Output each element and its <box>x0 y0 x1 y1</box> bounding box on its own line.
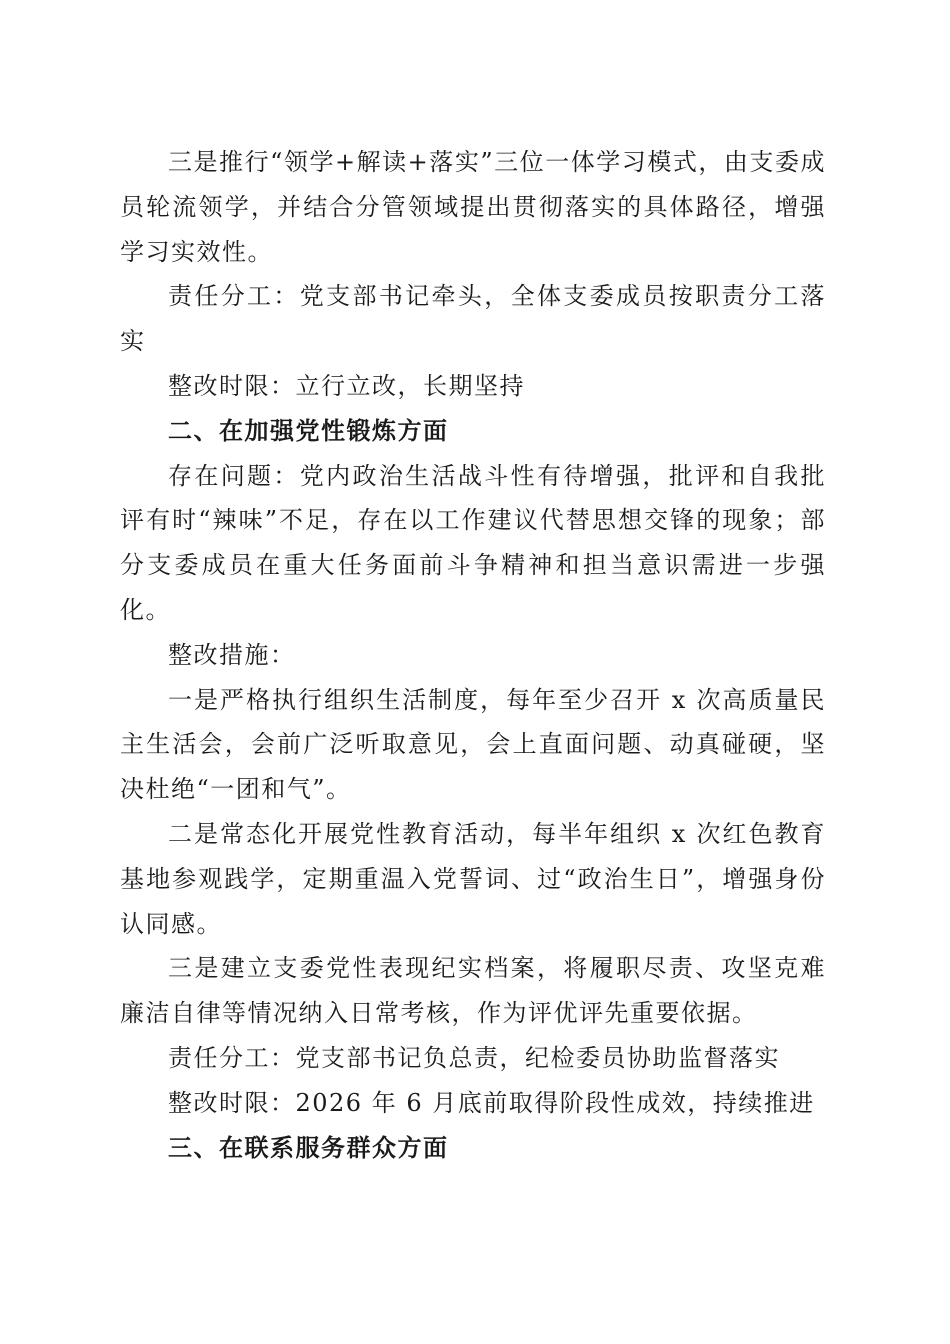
paragraph-measure-1: 一是严格执行组织生活制度，每年至少召开 x 次高质量民主生活会，会前广泛听取意见，会上直面问题、动真碰硬，坚决杜绝“一团和气”。 <box>120 685 826 804</box>
paragraph-responsibility-2: 责任分工：党支部书记负总责，纪检委员协助监督落实 <box>168 1043 780 1072</box>
paragraph-deadline-2: 整改时限：2026 年 6 月底前取得阶段性成效，持续推进 <box>168 1088 815 1117</box>
paragraph-responsibility-1: 责任分工：党支部书记牵头，全体支委成员按职责分工落实 <box>120 282 826 356</box>
section-heading-3: 三、在联系服务群众方面 <box>168 1133 449 1162</box>
paragraph-measure-3: 三是建立支委党性表现纪实档案，将履职尽责、攻坚克难廉洁自律等情况纳入日常考核，作为评优评先重要依据。 <box>120 954 826 1028</box>
document-page <box>120 140 826 1170</box>
paragraph-measures-label: 整改措施： <box>168 640 296 669</box>
paragraph-study-mode: 三是推行“领学+解读+落实”三位一体学习模式，由支委成员轮流领学，并结合分管领域提出贯彻落实的具体路径，增强学习实效性。 <box>120 148 826 266</box>
paragraph-deadline-1: 整改时限：立行立改，长期坚持 <box>168 371 525 400</box>
paragraph-problems: 存在问题：党内政治生活战斗性有待增强，批评和自我批评有时“辣味”不足，存在以工作建议代替思想交锋的现象；部分支委成员在重大任务面前斗争精神和担当意识需进一步强化。 <box>120 461 826 624</box>
paragraph-measure-2: 二是常态化开展党性教育活动，每半年组织 x 次红色教育基地参观践学，定期重温入党誓词、过“政治生日”，增强身份认同感。 <box>120 819 826 938</box>
section-heading-2: 二、在加强党性锻炼方面 <box>168 416 449 445</box>
